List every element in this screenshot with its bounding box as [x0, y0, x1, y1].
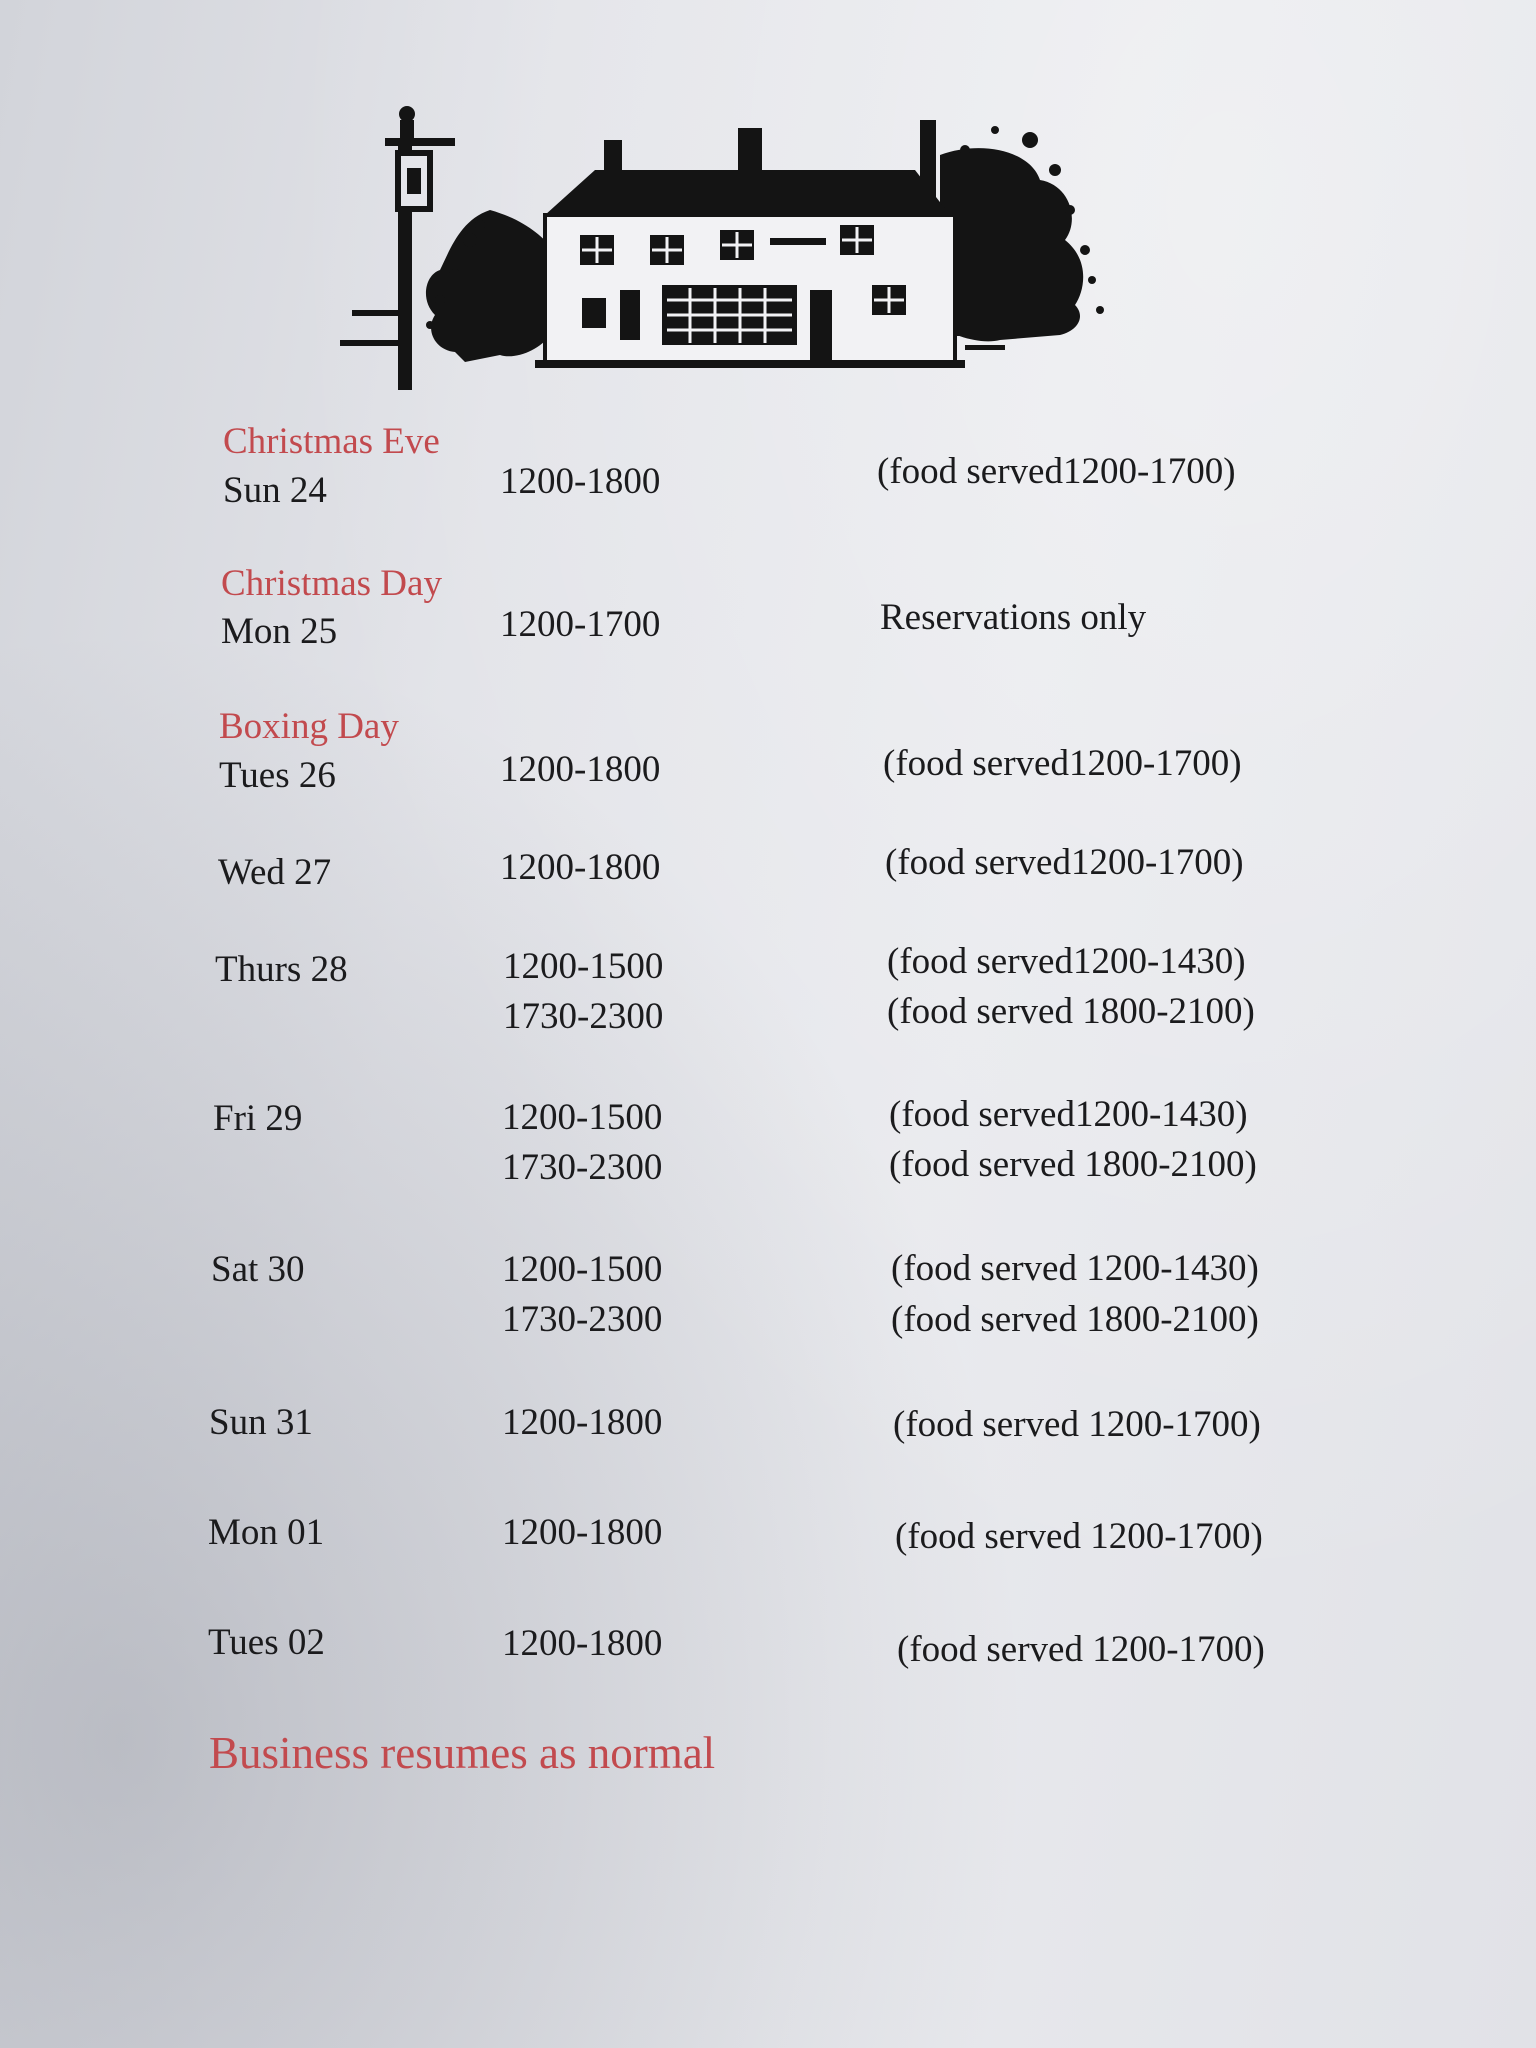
food-note: (food served1200-1700)	[883, 743, 1242, 784]
reservation-note: Reservations only	[880, 597, 1147, 638]
food-note: (food served 1200-1700)	[897, 1629, 1265, 1670]
day-label: Thurs 28	[215, 949, 348, 990]
food-note: (food served 1800-2100)	[889, 1144, 1257, 1185]
food-note: (food served 1800-2100)	[891, 1299, 1259, 1340]
food-note: (food served 1800-2100)	[887, 991, 1255, 1032]
food-note: (food served1200-1700)	[877, 451, 1236, 492]
opening-hours: 1200-1700	[500, 604, 661, 645]
pub-building-illustration-icon	[340, 100, 1190, 400]
day-label: Wed 27	[218, 852, 332, 893]
food-note: (food served1200-1430)	[887, 941, 1246, 982]
holiday-christmas-eve: Christmas Eve	[223, 421, 440, 462]
opening-hours: 1200-1800	[500, 847, 661, 888]
food-note: (food served 1200-1700)	[893, 1404, 1261, 1445]
food-note: (food served1200-1700)	[885, 842, 1244, 883]
day-label: Tues 02	[208, 1622, 325, 1663]
day-label: Sun 31	[209, 1402, 313, 1443]
opening-hours: 1200-1800	[502, 1623, 663, 1664]
opening-hours: 1730-2300	[502, 1299, 663, 1340]
food-note: (food served 1200-1700)	[895, 1516, 1263, 1557]
business-resumes-note: Business resumes as normal	[209, 1728, 716, 1778]
day-label: Mon 01	[208, 1512, 325, 1553]
opening-hours: 1200-1800	[502, 1512, 663, 1553]
opening-hours: 1200-1800	[500, 461, 661, 502]
day-label: Fri 29	[213, 1098, 303, 1139]
opening-hours: 1200-1500	[502, 1249, 663, 1290]
opening-hours: 1730-2300	[502, 1147, 663, 1188]
day-label: Tues 26	[219, 755, 336, 796]
opening-hours: 1200-1800	[502, 1402, 663, 1443]
opening-hours: 1200-1800	[500, 749, 661, 790]
food-note: (food served1200-1430)	[889, 1094, 1248, 1135]
food-note: (food served 1200-1430)	[891, 1248, 1259, 1289]
opening-hours: 1200-1500	[502, 1097, 663, 1138]
opening-hours: 1730-2300	[503, 996, 664, 1037]
day-label: Mon 25	[221, 611, 338, 652]
opening-hours: 1200-1500	[503, 946, 664, 987]
holiday-christmas-day: Christmas Day	[221, 563, 442, 604]
holiday-boxing-day: Boxing Day	[219, 706, 399, 747]
day-label: Sat 30	[211, 1249, 305, 1290]
day-label: Sun 24	[223, 470, 327, 511]
